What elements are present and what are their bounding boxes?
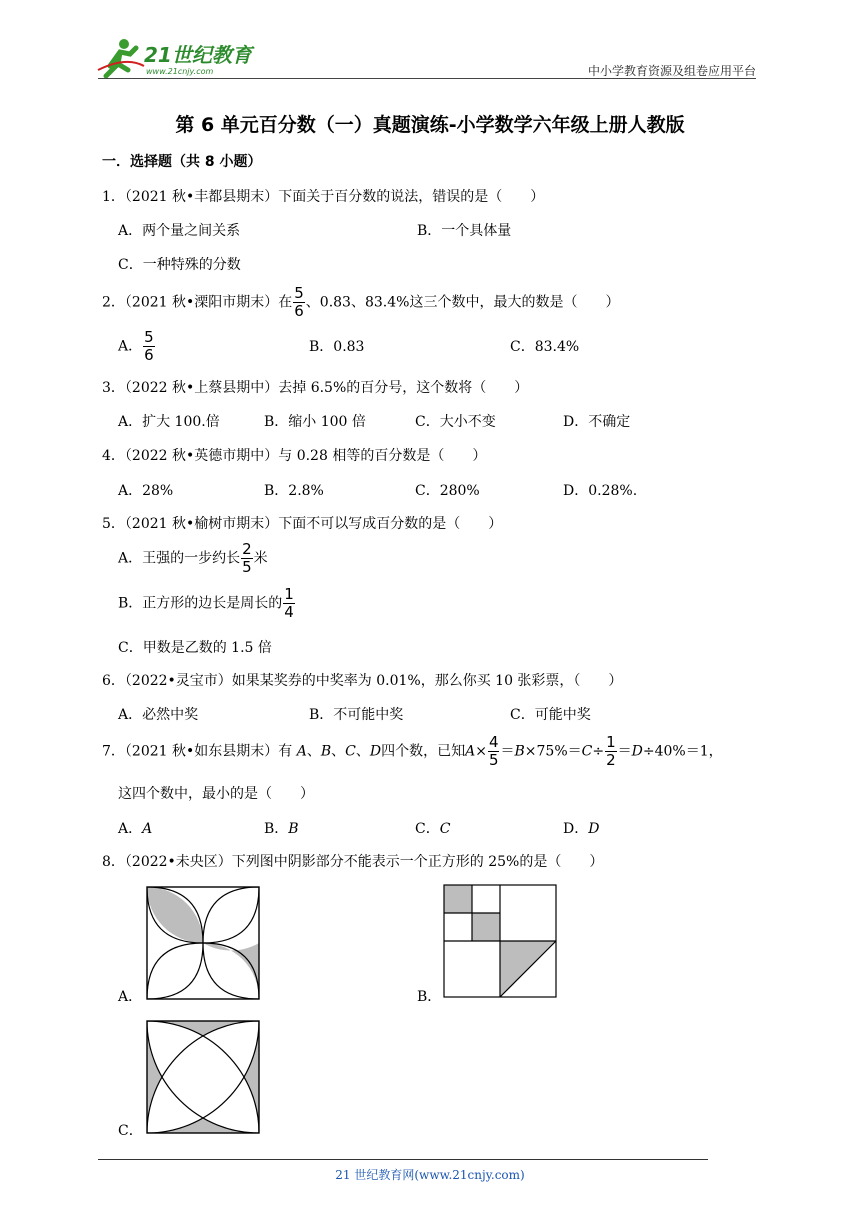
q8-option-c-label[interactable]: C． [118, 1123, 143, 1139]
q3-option-a[interactable]: A．扩大 100.倍 [118, 414, 220, 430]
question-4-stem: 4．（2022 秋•英德市期中）与 0.28 相等的百分数是（ ） [102, 448, 487, 464]
q5-option-a[interactable]: A．王强的一步约长 $\frac{2}{5}$ 米 [118, 540, 268, 576]
page-title: 第 6 单元百分数（一）真题演练-小学数学六年级上册人教版 [175, 114, 685, 136]
question-8-stem: 8．（2022•未央区）下列图中阴影部分不能表示一个正方形的 25%的是（ ） [102, 854, 604, 870]
q3-option-b[interactable]: B．缩小 100 倍 [264, 414, 366, 430]
footer-divider [98, 1159, 708, 1160]
q6-option-b[interactable]: B．不可能中奖 [309, 707, 404, 723]
fraction: $\frac{5}{6}$ [294, 284, 304, 320]
q8-option-b-label[interactable]: B． [417, 989, 442, 1005]
section-heading: 一．选择题（共 8 小题） [102, 154, 262, 170]
q3-option-d[interactable]: D．不确定 [563, 414, 631, 430]
fraction: $\frac{2}{5}$ [242, 540, 252, 576]
question-2-stem: 2．（2021 秋•溧阳市期末）在 $\frac{5}{6}$ 、0.83、83.4%这三个数中，最大的数是（ ） [102, 284, 620, 320]
fraction: $\frac{1}{4}$ [284, 585, 294, 621]
question-1-stem: 1．（2021 秋•丰都县期末）下面关于百分数的说法，错误的是（ ） [102, 189, 545, 205]
q4-option-d[interactable]: D．0.28%. [563, 483, 638, 499]
q8-figure-c[interactable] [146, 1020, 260, 1134]
question-7-stem: 7．（2021 秋•如东县期末）有 A、B、C、D四个数，已知A× $\frac{4}{5}$ ＝B×75%＝C÷ $\frac{1}{2}$ ＝D÷40%＝1， [102, 733, 723, 769]
question-7-stem-line2: 这四个数中，最小的是（ ） [118, 786, 314, 802]
q8-option-a-label[interactable]: A． [118, 989, 143, 1005]
question-5-stem: 5．（2021 秋•榆树市期末）下面不可以写成百分数的是（ ） [102, 516, 503, 532]
q7-option-d[interactable]: D．D [563, 821, 600, 837]
svg-text:www.21cnjy.com: www.21cnjy.com [146, 67, 214, 76]
q7-option-a[interactable]: A．A [118, 821, 153, 837]
q2-option-a[interactable]: A． $\frac{5}{6}$ [118, 328, 154, 364]
q1-option-c[interactable]: C．一种特殊的分数 [118, 257, 241, 273]
q1-option-b[interactable]: B．一个具体量 [417, 223, 512, 239]
q7-option-b[interactable]: B．B [264, 821, 299, 837]
q6-option-a[interactable]: A．必然中奖 [118, 707, 199, 723]
q8-figure-b[interactable] [443, 884, 557, 998]
q8-figure-a[interactable] [146, 886, 260, 1000]
site-logo [96, 36, 256, 80]
q7-option-c[interactable]: C．C [415, 821, 451, 837]
q5-option-c[interactable]: C．甲数是乙数的 1.5 倍 [118, 640, 272, 656]
q6-option-c[interactable]: C．可能中奖 [510, 707, 591, 723]
q4-option-a[interactable]: A．28% [118, 483, 174, 499]
q3-option-c[interactable]: C．大小不变 [415, 414, 496, 430]
q2-option-b[interactable]: B．0.83 [309, 339, 365, 355]
q2-option-c[interactable]: C．83.4% [510, 339, 580, 355]
fraction: $\frac{5}{6}$ [144, 328, 154, 364]
svg-text:21世纪教育: 21世纪教育 [144, 43, 252, 67]
fraction: $\frac{1}{2}$ [606, 733, 616, 769]
q1-option-a[interactable]: A．两个量之间关系 [118, 223, 241, 239]
footer-text[interactable]: 21 世纪教育网(www.21cnjy.com) [335, 1168, 525, 1182]
header-divider [98, 78, 756, 79]
q5-option-b[interactable]: B．正方形的边长是周长的 $\frac{1}{4}$ [118, 585, 294, 621]
fraction: $\frac{4}{5}$ [488, 733, 499, 769]
question-6-stem: 6．（2022•灵宝市）如果某奖券的中奖率为 0.01%，那么你买 10 张彩票，（ ） [102, 673, 623, 689]
question-3-stem: 3．（2022 秋•上蔡县期中）去掉 6.5%的百分号，这个数将（ ） [102, 380, 529, 396]
header-platform-text: 中小学教育资源及组卷应用平台 [587, 64, 756, 78]
runner-icon [98, 39, 144, 76]
q4-option-b[interactable]: B．2.8% [264, 483, 324, 499]
q4-option-c[interactable]: C．280% [415, 483, 480, 499]
